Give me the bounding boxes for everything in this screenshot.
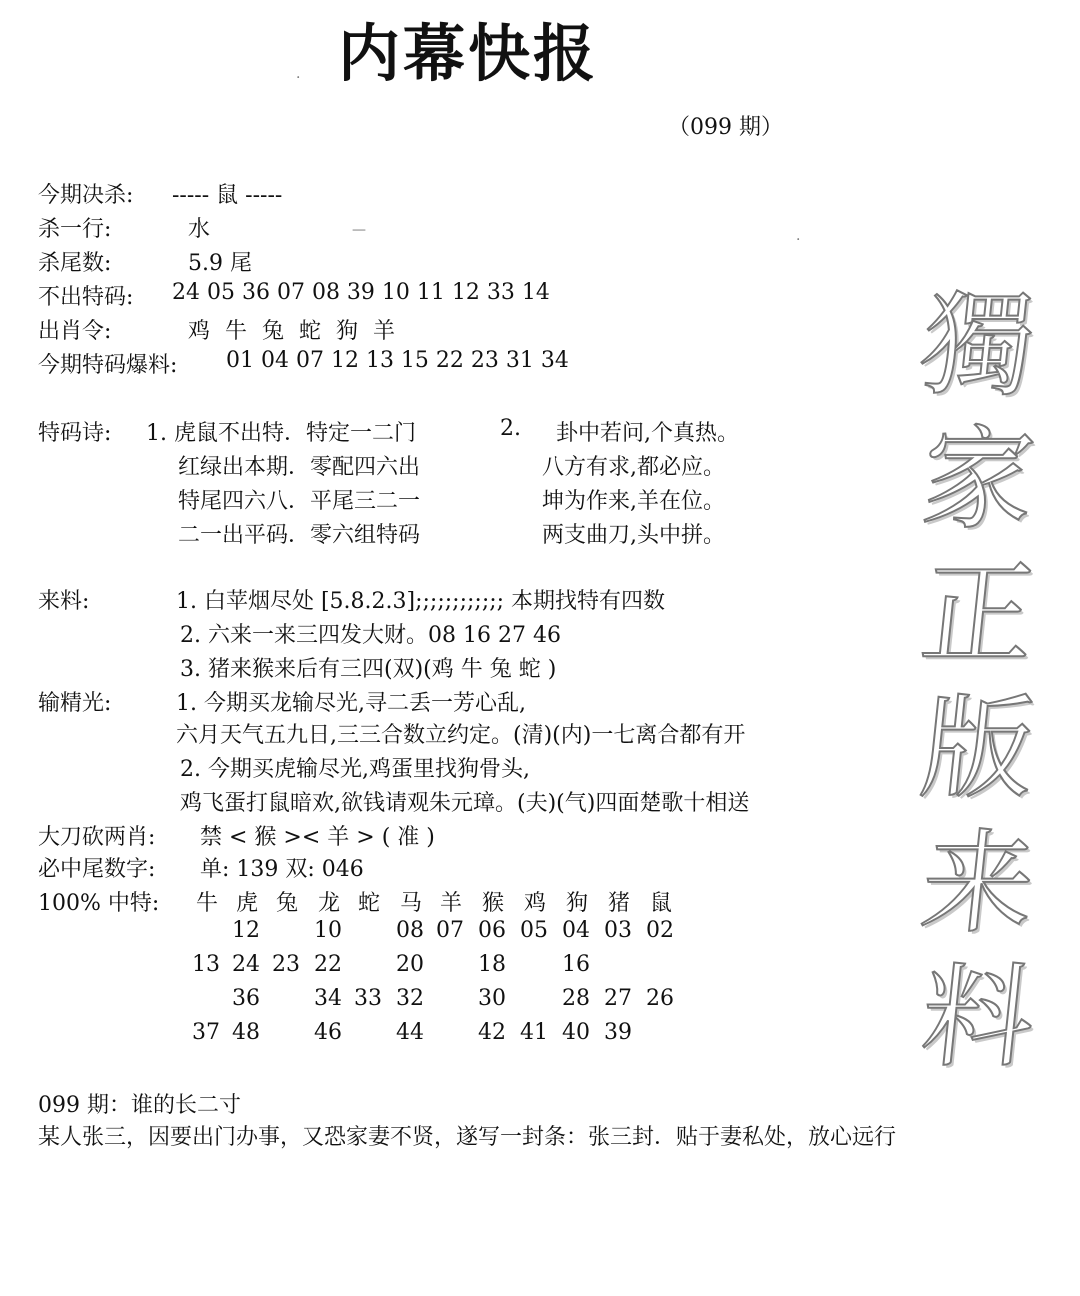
poem-line: 八方有求,都必应。	[542, 455, 725, 480]
page-title: 内幕快报	[338, 17, 599, 90]
kill-row-value: 水	[188, 217, 211, 242]
table-header-cell: 鼠	[650, 891, 673, 916]
table-header-cell: 兔	[276, 891, 299, 916]
kill-tail-label: 杀尾数:	[38, 251, 112, 276]
tail-label: 必中尾数字:	[38, 857, 156, 882]
table-cell: 16	[562, 952, 590, 977]
poem-line: 1. 虎鼠不出特．特定一二门	[146, 421, 416, 446]
kill-tail-value: 5.9 尾	[188, 251, 252, 276]
table-cell: 28	[562, 986, 590, 1011]
table-cell: 10	[314, 918, 342, 943]
table-header-cell: 蛇	[358, 891, 381, 916]
table-cell: 30	[478, 986, 506, 1011]
table-cell: 27	[604, 986, 632, 1011]
poem-line: 红绿出本期．零配四六出	[178, 455, 421, 480]
table-cell: 05	[520, 918, 548, 943]
table-cell: 44	[396, 1020, 424, 1045]
lose-line: 2. 今期买虎输尽光,鸡蛋里找狗骨头,	[180, 757, 530, 782]
table-cell: 06	[478, 918, 506, 943]
lose-line: 鸡飞蛋打鼠暗欢,欲钱请观朱元璋。(夫)(气)四面楚歌十相送	[180, 791, 750, 816]
side-char: 正	[915, 549, 1041, 680]
poem-line: 卦中若问,个真热。	[556, 421, 739, 446]
table-cell: 20	[396, 952, 424, 977]
table-cell: 41	[520, 1020, 548, 1045]
poem-line: 两支曲刀,头中拼。	[542, 523, 725, 548]
poem-number: 2.	[500, 416, 521, 441]
riddle-text: 某人张三，因要出门办事，又恐家妻不贤，遂写一封条：张三封．贴于妻私处，放心远行	[38, 1125, 897, 1150]
table-header-cell: 猴	[482, 891, 505, 916]
side-char: 料	[915, 952, 1041, 1083]
poem-line: 特尾四六八．平尾三二一	[178, 489, 421, 514]
zodiac-label: 出肖令:	[38, 319, 112, 344]
knife-value: 禁 < 猴 >< 羊 > ( 准 )	[200, 825, 435, 850]
hot-numbers-value: 01 04 07 12 13 15 22 23 31 34	[226, 348, 569, 373]
poem-line: 坤为作来,羊在位。	[542, 489, 725, 514]
table-header-cell: 猪	[608, 891, 631, 916]
table-header-cell: 龙	[318, 891, 341, 916]
table-header-cell: 马	[400, 891, 423, 916]
table-cell: 33	[354, 986, 382, 1011]
table-header-cell: 狗	[566, 891, 589, 916]
table-cell: 37	[192, 1020, 220, 1045]
table-cell: 36	[232, 986, 260, 1011]
side-char: 版	[915, 684, 1041, 815]
poem-label: 特码诗:	[38, 421, 112, 446]
side-char: 家	[915, 415, 1041, 546]
source-label: 来料:	[38, 589, 90, 614]
table-cell: 12	[232, 918, 260, 943]
table-cell: 13	[192, 952, 220, 977]
side-char: 獨	[915, 281, 1041, 411]
table-label: 100% 中特:	[38, 891, 160, 916]
table-cell: 08	[396, 918, 424, 943]
table-cell: 39	[604, 1020, 632, 1045]
issue-number: （099 期）	[668, 115, 783, 140]
side-char: 来	[915, 818, 1041, 949]
table-cell: 34	[314, 986, 342, 1011]
table-cell: 48	[232, 1020, 260, 1045]
kill-value: ----- 鼠 -----	[172, 183, 283, 208]
no-special-value: 24 05 36 07 08 39 10 11 12 33 14	[172, 280, 550, 305]
table-cell: 18	[478, 952, 506, 977]
no-special-label: 不出特码:	[38, 285, 134, 310]
table-header-cell: 牛	[196, 891, 219, 916]
lose-line: 六月天气五九日,三三合数立约定。(清)(内)一七离合都有开	[176, 723, 746, 748]
riddle-title: 099 期：谁的长二寸	[38, 1093, 241, 1118]
source-item: 3. 猪来猴来后有三四(双)(鸡 牛 兔 蛇 )	[180, 657, 557, 682]
poem-line: 二一出平码．零六组特码	[178, 523, 421, 548]
table-header-cell: 羊	[440, 891, 463, 916]
table-header-cell: 虎	[236, 891, 259, 916]
source-item: 2. 六来一来三四发大财。08 16 27 46	[180, 623, 561, 648]
lose-label: 输精光:	[38, 691, 112, 716]
table-cell: 03	[604, 918, 632, 943]
tail-value: 单: 139 双: 046	[200, 857, 364, 882]
table-cell: 04	[562, 918, 590, 943]
table-cell: 02	[646, 918, 674, 943]
table-cell: 42	[478, 1020, 506, 1045]
table-cell: 24	[232, 952, 260, 977]
lose-line: 1. 今期买龙输尽光,寻二丢一芳心乱,	[176, 691, 526, 716]
table-cell: 22	[314, 952, 342, 977]
table-cell: 46	[314, 1020, 342, 1045]
kill-label: 今期决杀:	[38, 183, 134, 208]
table-cell: 07	[436, 918, 464, 943]
side-banner	[908, 282, 1048, 1082]
table-cell: 40	[562, 1020, 590, 1045]
table-cell: 26	[646, 986, 674, 1011]
kill-row-label: 杀一行:	[38, 217, 112, 242]
source-item: 1. 白苹烟尽处 [5.8.2.3];;;;;;;;;;;; 本期找特有四数	[176, 589, 666, 614]
table-cell: 32	[396, 986, 424, 1011]
zodiac-value: 鸡 牛 兔 蛇 狗 羊	[188, 319, 399, 344]
hot-numbers-label: 今期特码爆料:	[38, 353, 178, 378]
table-cell: 23	[272, 952, 300, 977]
table-header-cell: 鸡	[524, 891, 547, 916]
knife-label: 大刀砍两肖:	[38, 825, 156, 850]
